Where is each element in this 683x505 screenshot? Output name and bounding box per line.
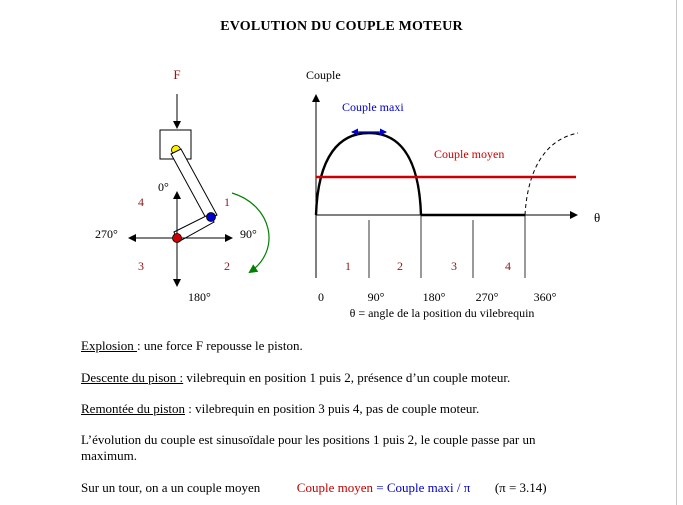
tick-270: 270° <box>475 290 499 304</box>
segment-4-label: 4 <box>505 259 511 273</box>
x-axis-label: θ <box>594 210 601 225</box>
couple-moyen-lead: Sur un tour, on a un couple moyen <box>81 480 261 495</box>
paragraph-remontee <box>81 401 581 417</box>
tick-180: 180° <box>422 290 446 304</box>
term-explosion: Explosion <box>81 338 137 353</box>
angle-90-label: 90° <box>240 227 257 241</box>
pi-value: (π = 3.14) <box>494 480 547 495</box>
paragraph-descente <box>81 370 581 386</box>
torque-curve-positive <box>316 133 421 215</box>
page-title: EVOLUTION DU COUPLE MOTEUR <box>220 19 463 34</box>
paragraph-couple-moyen <box>81 480 641 496</box>
formula-max: Couple maxi / π <box>386 480 471 495</box>
position-1-label: 1 <box>224 195 230 209</box>
remontee-text: : vilebrequin en position 3 puis 4, pas de couple moteur. <box>185 401 480 416</box>
segment-2-label: 2 <box>397 259 403 273</box>
x-caption: θ = angle de la position du vilebrequin <box>349 306 535 320</box>
y-axis-label: Couple <box>306 68 341 82</box>
crankshaft-center <box>173 234 182 243</box>
formula-eq: = <box>372 480 387 495</box>
term-remontee: Remontée du piston <box>81 401 185 416</box>
angle-180-label: 180° <box>188 290 211 304</box>
descente-text: vilebrequin en position 1 puis 2, présence d’un couple moteur. <box>183 370 511 385</box>
formula-mean: Couple moyen <box>296 480 373 495</box>
position-2-label: 2 <box>224 259 230 273</box>
angle-270-label: 270° <box>95 227 118 241</box>
angle-0-label: 0° <box>158 180 169 194</box>
segment-1-label: 1 <box>345 259 351 273</box>
torque-graph <box>306 68 600 320</box>
position-3-label: 3 <box>138 259 144 273</box>
mean-torque-label: Couple moyen <box>434 147 505 161</box>
torque-curve-next-cycle <box>525 133 578 215</box>
force-label: F <box>173 67 181 82</box>
segment-3-label: 3 <box>451 259 457 273</box>
crank-diagram <box>95 67 269 304</box>
connecting-rod <box>171 149 217 220</box>
tick-360: 360° <box>533 290 557 304</box>
explosion-text: : une force F repousse le piston. <box>136 338 303 353</box>
max-torque-label: Couple maxi <box>342 100 404 114</box>
tick-90: 90° <box>367 290 385 304</box>
crank-pin <box>207 213 216 222</box>
position-4-label: 4 <box>138 195 144 209</box>
paragraph-explosion <box>81 338 581 354</box>
tick-0: 0 <box>318 290 324 304</box>
term-descente: Descente du pison : <box>81 370 184 385</box>
paragraph-evolution: L’évolution du couple est sinusoïdale pour les positions 1 puis 2, le couple passe par un maximum. <box>81 432 536 463</box>
